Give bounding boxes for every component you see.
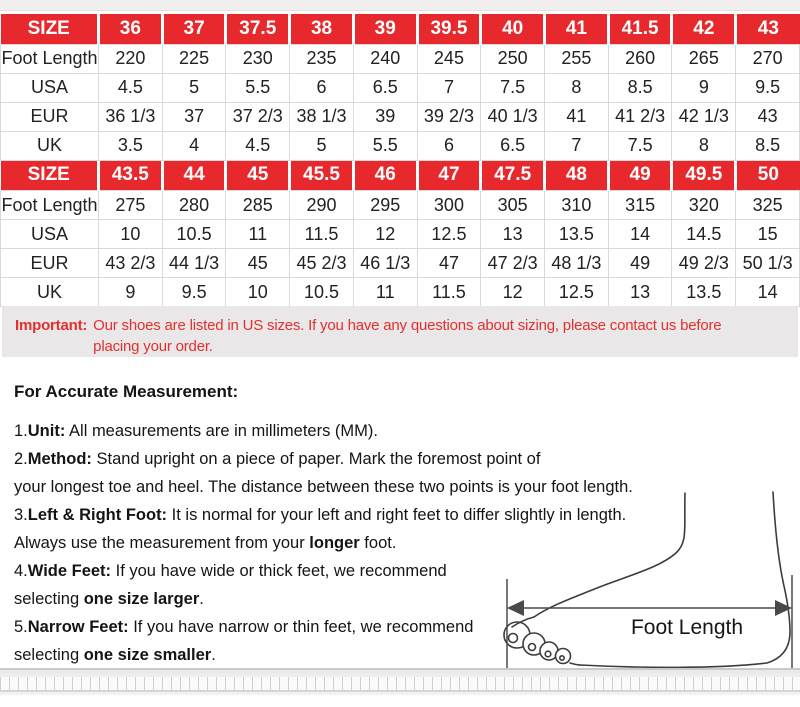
foot-length-label: Foot Length (630, 616, 744, 639)
measurement-heading: For Accurate Measurement: (14, 382, 239, 401)
size-cell: 305 (481, 191, 545, 220)
size-cell: 46 1/3 (353, 249, 417, 278)
measurement-line (14, 445, 704, 473)
size-cell: 7 (417, 73, 481, 102)
size-header-cell: 41 (545, 14, 609, 44)
measurement-term: one size smaller (83, 646, 212, 664)
size-cell: 39 2/3 (417, 102, 481, 131)
measurement-text: Stand upright on a piece of paper. Mark the foremost point of (91, 450, 541, 468)
foot-diagram (488, 486, 800, 672)
size-cell: 50 1/3 (736, 249, 800, 278)
size-cell: 310 (545, 191, 609, 220)
size-header-cell: 42 (672, 14, 736, 44)
table-row (1, 220, 800, 249)
size-header-cell: 44 (162, 161, 226, 191)
size-header-cell: 46 (353, 161, 417, 191)
size-cell: 295 (353, 191, 417, 220)
size-cell: 48 1/3 (545, 249, 609, 278)
size-cell: 245 (417, 44, 481, 73)
size-cell: 240 (353, 44, 417, 73)
size-cell: 6 (417, 131, 481, 160)
size-header-row (1, 14, 800, 44)
size-cell: 8 (672, 131, 736, 160)
size-cell: 9 (672, 73, 736, 102)
size-cell: 8.5 (736, 131, 800, 160)
size-header-row (1, 161, 800, 191)
size-cell: 315 (608, 191, 672, 220)
size-cell: 14 (736, 278, 800, 307)
foot-diagram-icon (488, 486, 800, 672)
size-cell: 6.5 (481, 131, 545, 160)
size-header-cell: 37.5 (226, 14, 290, 44)
size-cell: 10 (99, 220, 163, 249)
size-cell: 37 2/3 (226, 102, 290, 131)
notice-line: Our shoes are listed in US sizes. If you have any questions about sizing, please contact us before (93, 317, 722, 334)
size-header-cell: 48 (545, 161, 609, 191)
size-cell: 290 (290, 191, 354, 220)
measurement-text: 4. (14, 562, 28, 580)
measurement-text: If you have narrow or thin feet, we recommend (128, 618, 474, 636)
size-header-cell: 49 (608, 161, 672, 191)
size-cell: 5 (290, 131, 354, 160)
size-header-cell: 37 (162, 14, 226, 44)
measurement-text: foot. (359, 534, 397, 552)
size-cell: 41 (545, 102, 609, 131)
size-header-cell: 45 (226, 161, 290, 191)
size-cell: 8.5 (608, 73, 672, 102)
size-cell: 325 (736, 191, 800, 220)
size-cell: 5.5 (226, 73, 290, 102)
size-header-cell: 39.5 (417, 14, 481, 44)
size-cell: 42 1/3 (672, 102, 736, 131)
measurement-text: 2. (14, 450, 28, 468)
size-cell: 6 (290, 73, 354, 102)
important-label: Important: (15, 317, 88, 334)
size-cell: 36 1/3 (99, 102, 163, 131)
size-cell: 10.5 (290, 278, 354, 307)
size-cell: 10.5 (162, 220, 226, 249)
size-cell: 47 (417, 249, 481, 278)
size-cell: 13.5 (545, 220, 609, 249)
size-header-cell: 49.5 (672, 161, 736, 191)
size-header-cell: 36 (99, 14, 163, 44)
top-strip (0, 0, 800, 11)
size-header-cell: 38 (290, 14, 354, 44)
size-cell: 12.5 (417, 220, 481, 249)
table-row (1, 249, 800, 278)
table-row (1, 191, 800, 220)
size-cell: 9 (99, 278, 163, 307)
size-cell: 39 (353, 102, 417, 131)
size-header-label: SIZE (1, 161, 99, 191)
size-cell: 280 (162, 191, 226, 220)
measurement-term: Unit: (27, 422, 66, 440)
size-header-cell: 43.5 (99, 161, 163, 191)
ruler-strip (0, 668, 800, 692)
size-cell: 8 (545, 73, 609, 102)
measurement-text: . (199, 590, 204, 608)
size-cell: 45 2/3 (290, 249, 354, 278)
size-cell: 320 (672, 191, 736, 220)
size-cell: 11.5 (290, 220, 354, 249)
size-cell: 41 2/3 (608, 102, 672, 131)
row-label: UK (1, 131, 99, 160)
size-header-cell: 43 (736, 14, 800, 44)
measurement-text: All measurements are in millimeters (MM). (65, 422, 378, 440)
size-table-1 (0, 14, 800, 161)
arrowhead-left (507, 600, 524, 616)
size-cell: 49 2/3 (672, 249, 736, 278)
measurement-term: Wide Feet: (27, 562, 112, 580)
size-cell: 13 (481, 220, 545, 249)
size-cell: 5 (162, 73, 226, 102)
row-label: Foot Length (1, 44, 99, 73)
table-row (1, 44, 800, 73)
size-cell: 44 1/3 (162, 249, 226, 278)
size-cell: 300 (417, 191, 481, 220)
row-label: Foot Length (1, 191, 99, 220)
size-header-cell: 47.5 (481, 161, 545, 191)
size-header-cell: 39 (353, 14, 417, 44)
size-cell: 4.5 (226, 131, 290, 160)
size-cell: 7 (545, 131, 609, 160)
measurement-term: Narrow Feet: (27, 618, 129, 636)
row-label: EUR (1, 102, 99, 131)
size-table-2 (0, 161, 800, 308)
size-cell: 12 (481, 278, 545, 307)
measurement-term: Method: (27, 450, 92, 468)
size-header-cell: 45.5 (290, 161, 354, 191)
size-cell: 49 (608, 249, 672, 278)
size-cell: 7.5 (608, 131, 672, 160)
measurement-term: one size larger (83, 590, 200, 608)
size-cell: 47 2/3 (481, 249, 545, 278)
measurement-text: 5. (14, 618, 28, 636)
size-cell: 6.5 (353, 73, 417, 102)
table-row (1, 278, 800, 307)
size-cell: 255 (545, 44, 609, 73)
measurement-term: Left & Right Foot: (27, 506, 168, 524)
size-cell: 9.5 (736, 73, 800, 102)
measurement-text: selecting (14, 590, 84, 608)
row-label: UK (1, 278, 99, 307)
size-cell: 220 (99, 44, 163, 73)
measurement-text: If you have wide or thick feet, we recommend (111, 562, 447, 580)
row-label: EUR (1, 249, 99, 278)
toe-outline (570, 663, 580, 665)
table-row (1, 73, 800, 102)
size-cell: 265 (672, 44, 736, 73)
size-cell: 43 (736, 102, 800, 131)
size-cell: 4.5 (99, 73, 163, 102)
size-cell: 12 (353, 220, 417, 249)
size-cell: 230 (226, 44, 290, 73)
foot-outline (534, 493, 685, 617)
size-cell: 11 (226, 220, 290, 249)
size-cell: 5.5 (353, 131, 417, 160)
size-cell: 40 1/3 (481, 102, 545, 131)
measurement-text: 1. (14, 422, 28, 440)
measurement-term: longer (309, 534, 360, 552)
size-cell: 225 (162, 44, 226, 73)
size-header-cell: 41.5 (608, 14, 672, 44)
size-cell: 11 (353, 278, 417, 307)
size-cell: 7.5 (481, 73, 545, 102)
size-header-cell: 50 (736, 161, 800, 191)
size-cell: 3.5 (99, 131, 163, 160)
row-label: USA (1, 220, 99, 249)
measurement-text: Always use the measurement from your (14, 534, 310, 552)
measurement-text: 3. (14, 506, 28, 524)
size-cell: 4 (162, 131, 226, 160)
size-cell: 260 (608, 44, 672, 73)
size-cell: 13 (608, 278, 672, 307)
size-cell: 250 (481, 44, 545, 73)
size-cell: 43 2/3 (99, 249, 163, 278)
size-cell: 10 (226, 278, 290, 307)
size-tables (0, 14, 800, 307)
size-cell: 235 (290, 44, 354, 73)
measurement-text: selecting (14, 646, 84, 664)
size-cell: 14.5 (672, 220, 736, 249)
table-row (1, 131, 800, 160)
size-cell: 270 (736, 44, 800, 73)
size-cell: 37 (162, 102, 226, 131)
table-row (1, 102, 800, 131)
row-label: USA (1, 73, 99, 102)
size-cell: 285 (226, 191, 290, 220)
size-cell: 9.5 (162, 278, 226, 307)
size-cell: 12.5 (545, 278, 609, 307)
size-header-cell: 40 (481, 14, 545, 44)
size-cell: 15 (736, 220, 800, 249)
size-header-cell: 47 (417, 161, 481, 191)
size-cell: 45 (226, 249, 290, 278)
measurement-text: . (211, 646, 216, 664)
measurement-line (14, 417, 704, 445)
size-header-label: SIZE (1, 14, 99, 44)
notice-line: placing your order. (93, 338, 213, 355)
measurement-text: your longest toe and heel. The distance between these two points is your foot length. (14, 478, 633, 496)
size-cell: 275 (99, 191, 163, 220)
measurement-text: It is normal for your left and right feet to differ slightly in length. (167, 506, 627, 524)
size-cell: 38 1/3 (290, 102, 354, 131)
size-cell: 11.5 (417, 278, 481, 307)
important-notice (2, 306, 798, 357)
size-cell: 13.5 (672, 278, 736, 307)
size-cell: 14 (608, 220, 672, 249)
